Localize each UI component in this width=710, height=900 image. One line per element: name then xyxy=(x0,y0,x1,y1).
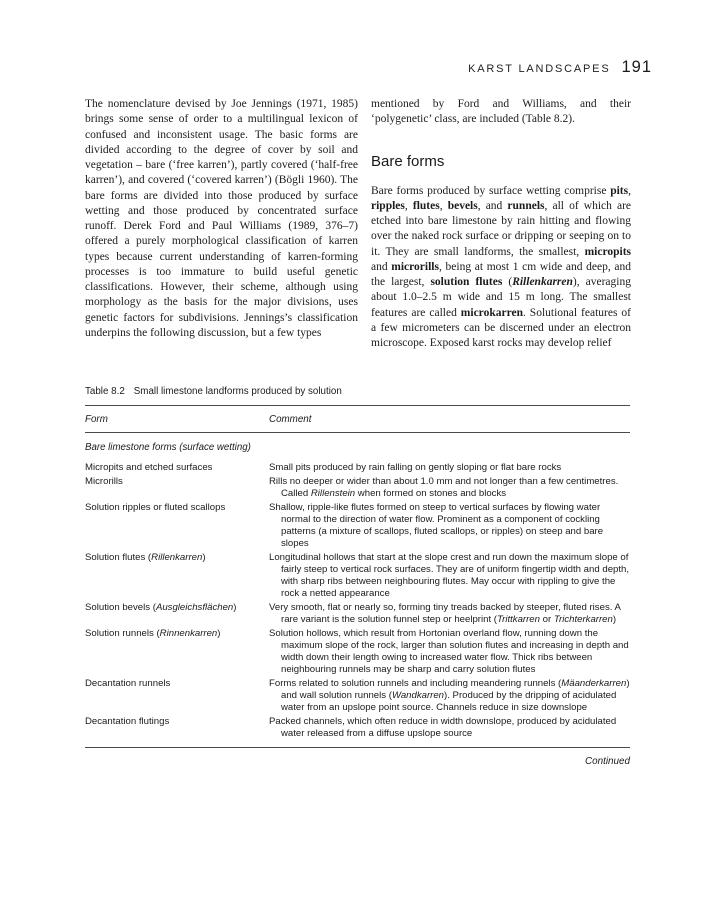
form-cell: Micropits and etched surfaces xyxy=(85,462,213,473)
right-column xyxy=(371,97,631,351)
running-head-title: KARST LANDSCAPES xyxy=(468,63,611,75)
form-cell: Decantation flutings xyxy=(85,716,170,727)
form-cell: Decantation runnels xyxy=(85,678,171,689)
comment-cell: Small pits produced by rain falling on gently sloping or flat bare rocks xyxy=(269,462,562,473)
section-heading-bare-forms: Bare forms xyxy=(371,152,445,170)
continued-note: Continued xyxy=(584,756,630,767)
left-column-paragraph: The nomenclature devised by Joe Jennings (1971, 1985) brings some sense of order to a multilingual lexicon of confused and inconsistent usage. The basic forms are divided according to the degree of cover by soil and vegetation – bare (‘free karren’), partly covered (‘half-free karren’), and covered (‘covered karren’) (Bögli 1960). The bare forms are divided into those produced by surface wetting and those produced by concentrated surface runoff. Derek Ford and Paul Williams (1989, 376–7) offered a purely morphological classification of karren types because current understanding of karren-forming processes is too immature to build useful genetic classifications. However, their scheme, although using morphology as the basis for the major divisions, uses genetic factors for subdivisions. Jennings’s classification underpins the following discussion, but a few types xyxy=(85,98,358,339)
table-header-row xyxy=(85,406,630,432)
right-column-paragraph: Bare forms produced by surface wetting comprise pits, ripples, flutes, bevels, and runnels, all of which are etched into bare limestone by rain hitting and flowing over the naked rock surface or dripping or seeping on to it. They are small landforms, the smallest, micropits and microrills, being at most 1 cm wide and deep, and the largest, solution flutes (Rillenkarren), averaging about 1.0–2.5 m wide and 15 m long. The smallest features are called microkarren. Solutional features of a few micrometers can be discerned under an electron microscope. Exposed karst rocks may develop relief xyxy=(371,184,632,349)
column-header-comment: Comment xyxy=(269,414,312,425)
table-caption-text: Small limestone landforms produced by solution xyxy=(133,386,342,397)
comment-cell: Packed channels, which often reduce in width downslope, produced by acidulated water released from a diffuse upslope source xyxy=(269,716,617,739)
table-rule-bottom xyxy=(85,747,630,748)
form-cell: Solution ripples or fluted scallops xyxy=(85,502,226,513)
table-row xyxy=(85,678,630,714)
comment-cell: Solution hollows, which result from Hortonian overland flow, running down the maximum slope of the rock, larger than solution flutes and increasing in depth and width down their length owing to increased water flow. Thick ribs between neighbouring runnels may be sharp and carry solution flutes xyxy=(269,628,629,675)
table-row xyxy=(85,476,630,500)
form-cell: Solution runnels (Rinnenkarren) xyxy=(85,628,221,639)
table-section-heading: Bare limestone forms (surface wetting) xyxy=(85,442,251,453)
comment-cell: Rills no deeper or wider than about 1.0 mm and not longer than a few centimetres. Called Rillenstein when formed on stones and blocks xyxy=(269,476,619,499)
table-body xyxy=(85,433,630,740)
form-cell: Solution bevels (Ausgleichsflächen) xyxy=(85,602,237,613)
table-row xyxy=(85,602,630,626)
table-row xyxy=(85,552,630,600)
comment-cell: Shallow, ripple-like flutes formed on steep to vertical surfaces by flowing water normal to the direction of water flow. Prominent as a component of cockling patterns (a mixture of scallops, fluted scallops, or ripples) on steep and bare slopes xyxy=(269,502,604,549)
table-row xyxy=(85,462,630,474)
table-8-2 xyxy=(85,386,630,767)
page-number: 191 xyxy=(621,58,652,76)
running-head xyxy=(85,58,652,77)
comment-cell: Forms related to solution runnels and including meandering runnels (Mäanderkarren) and wall solution runnels (Wandkarren). Produced by the dripping of acidulated water from an upslope point source. Channels reduce in size downslope xyxy=(269,678,630,713)
comment-cell: Longitudinal hollows that start at the slope crest and run down the maximum slope of fairly steep to vertical rock surfaces. They are of uniform fingertip width and depth, with sharp ribs between neighbouring flutes. May occur with rippling to give the rock a netted appearance xyxy=(269,552,630,599)
left-column xyxy=(85,97,358,351)
form-cell: Solution flutes (Rillenkarren) xyxy=(85,552,206,563)
table-caption xyxy=(85,386,630,397)
table-row xyxy=(85,502,630,550)
right-column-intro-paragraph: mentioned by Ford and Williams, and their ‘polygenetic’ class, are included (Table 8.2). xyxy=(371,98,631,126)
form-cell: Microrills xyxy=(85,476,123,487)
table-row xyxy=(85,716,630,740)
table-row xyxy=(85,628,630,676)
column-header-form: Form xyxy=(85,414,108,425)
table-caption-label: Table 8.2 xyxy=(85,386,125,397)
comment-cell: Very smooth, flat or nearly so, forming tiny treads backed by steeper, fluted rises. A rare variant is the solution funnel step or heelprint (Trittkarren or Trichterkarren) xyxy=(269,602,621,625)
article-columns xyxy=(85,97,631,351)
